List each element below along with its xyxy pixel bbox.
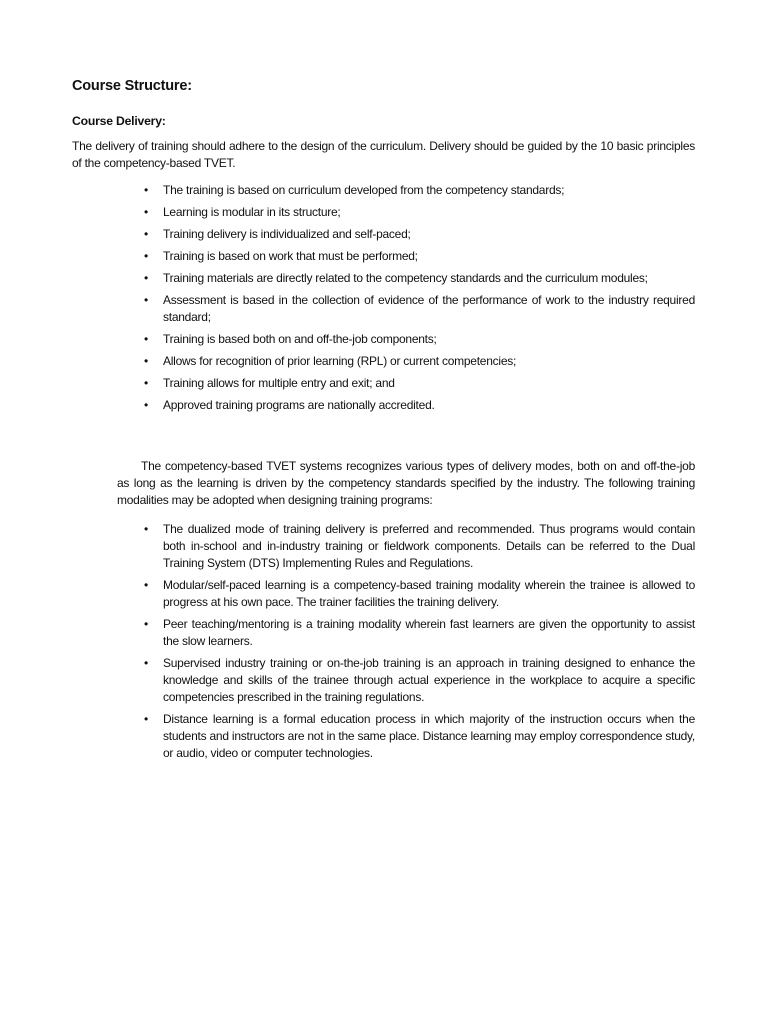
list-item-text: The dualized mode of training delivery is preferred and recommended. Thus programs would contain both in-school and in-industry training or fieldwork components. Details can be referred to the Dual Training System (DTS) Implementing Rules and Regulations. [163,522,695,570]
bullet-icon: • [144,712,148,726]
list-item [144,397,695,414]
delivery-modes-text: The competency-based TVET systems recognizes various types of delivery modes, both on and off-the-job as long as the learning is driven by the competency standards specified by the industry. The following training modalities may be adopted when designing training programs: [117,459,695,507]
bullet-icon: • [144,376,148,390]
bullet-icon: • [144,332,148,346]
list-item [144,226,695,243]
list-item-text: Allows for recognition of prior learning (RPL) or current competencies; [163,354,517,368]
list-item-text: Assessment is based in the collection of evidence of the performance of work to the industry required standard; [163,293,695,324]
list-item [144,375,695,392]
bullet-icon: • [144,656,148,670]
list-item-text: The training is based on curriculum developed from the competency standards; [163,183,565,197]
bullet-icon: • [144,354,148,368]
list-item [144,521,695,572]
list-item-text: Training is based on work that must be performed; [163,249,418,263]
bullet-icon: • [144,205,148,219]
subsection-title: Course Delivery: [72,114,166,128]
bullet-icon: • [144,617,148,631]
list-item-text: Peer teaching/mentoring is a training modality wherein fast learners are given the opportunity to assist the slow learners. [163,617,695,648]
bullet-icon: • [144,249,148,263]
bullet-icon: • [144,578,148,592]
bullet-icon: • [144,227,148,241]
list-item [144,655,695,706]
list-item [144,292,695,326]
list-item-text: Approved training programs are nationally accredited. [163,398,435,412]
list-item [144,711,695,762]
list-item-text: Training delivery is individualized and self-paced; [163,227,411,241]
bullet-icon: • [144,398,148,412]
list-item [144,248,695,265]
principles-list [144,182,695,419]
list-item-text: Distance learning is a formal education process in which majority of the instruction occurs when the students and instructors are not in the same place. Distance learning may employ correspondence study, or audio, video or computer technologies. [163,712,695,760]
list-item [144,577,695,611]
list-item [144,270,695,287]
list-item [144,616,695,650]
delivery-modes-paragraph [117,458,695,509]
list-item-text: Modular/self-paced learning is a competency-based training modality wherein the trainee is allowed to progress at his own pace. The trainer facilities the training delivery. [163,578,695,609]
list-item [144,182,695,199]
bullet-icon: • [144,183,148,197]
list-item-text: Training allows for multiple entry and exit; and [163,376,395,390]
section-title: Course Structure: [72,78,192,94]
list-item [144,204,695,221]
modalities-list [144,521,695,767]
bullet-icon: • [144,522,148,536]
bullet-icon: • [144,293,148,307]
list-item-text: Training materials are directly related to the competency standards and the curriculum modules; [163,271,648,285]
bullet-icon: • [144,271,148,285]
list-item-text: Learning is modular in its structure; [163,205,341,219]
list-item-text: Training is based both on and off-the-job components; [163,332,437,346]
list-item [144,331,695,348]
list-item-text: Supervised industry training or on-the-job training is an approach in training designed to enhance the knowledge and skills of the trainee through actual experience in the workplace to acquire a specific competencies prescribed in the training regulations. [163,656,695,704]
intro-paragraph: The delivery of training should adhere to the design of the curriculum. Delivery should be guided by the 10 basic principles of the competency-based TVET. [72,139,695,170]
list-item [144,353,695,370]
